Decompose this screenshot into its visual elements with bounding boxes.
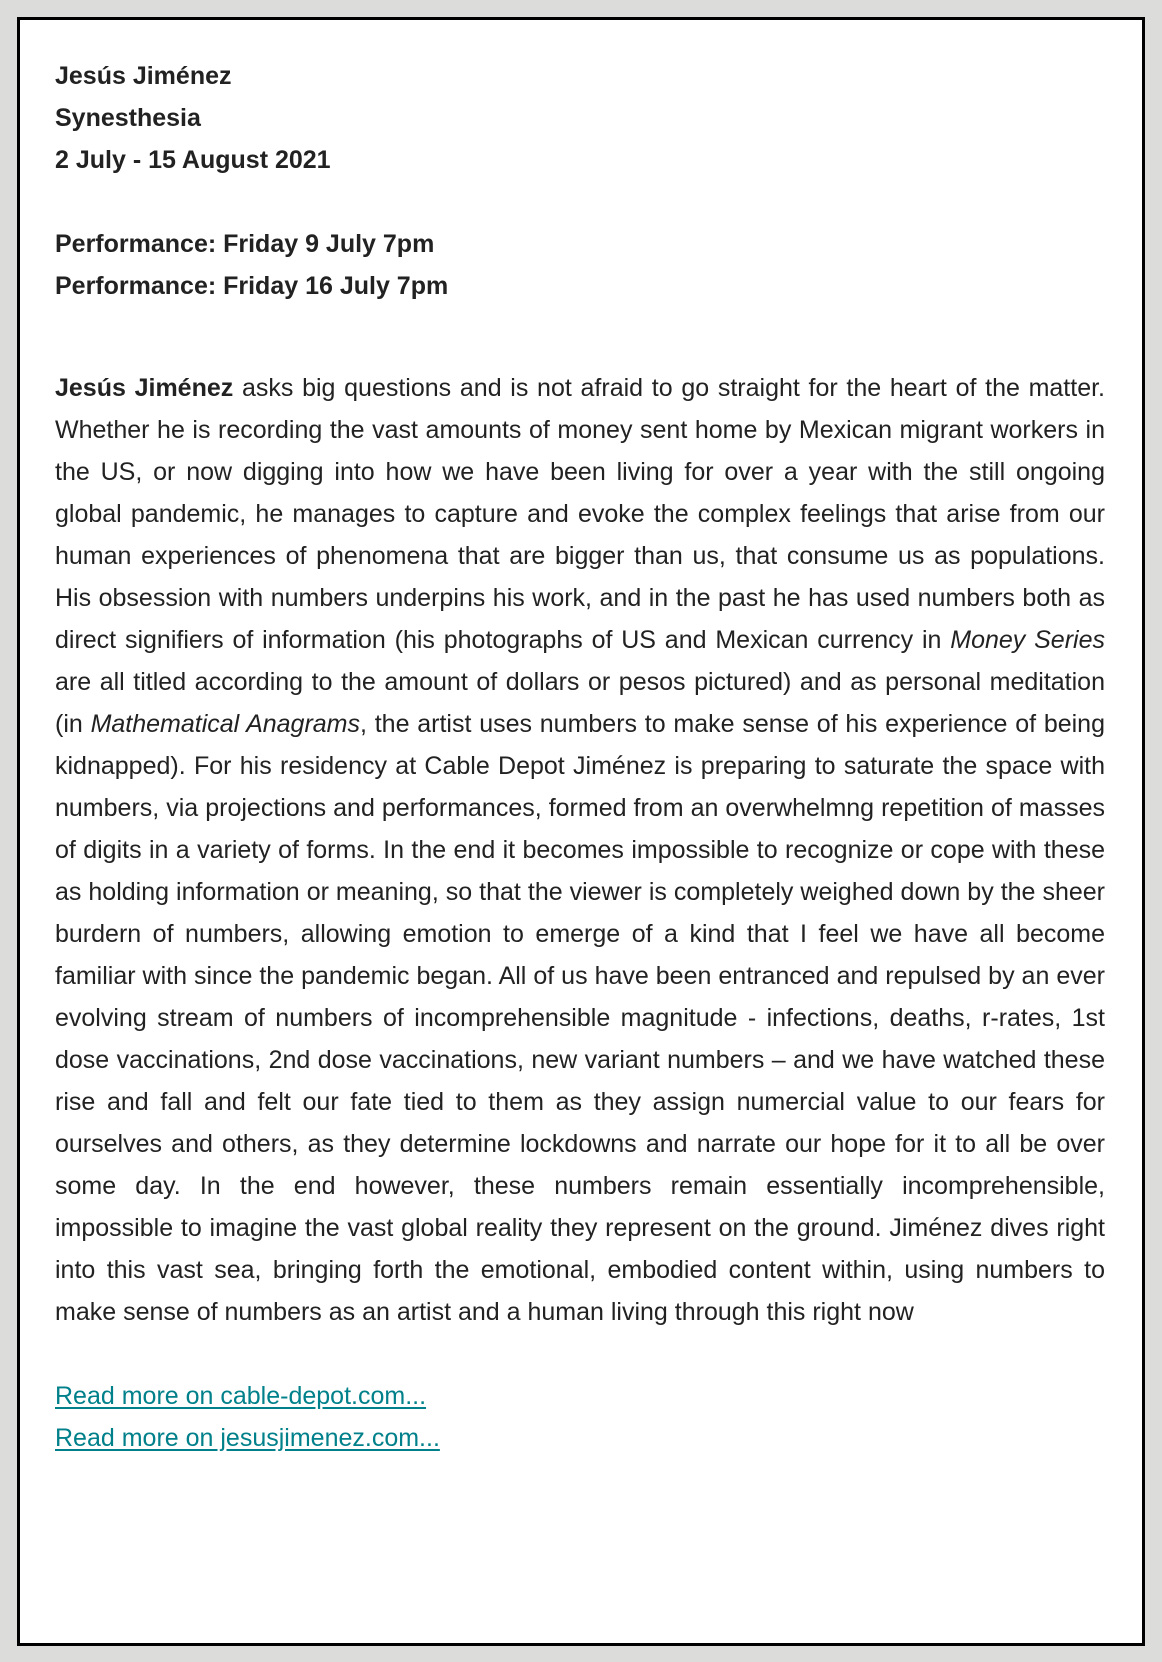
artist-name-heading: Jesús Jiménez	[55, 62, 232, 90]
description-text: are all titled according to the amount of dollars or pesos pictured) and as personal meditation (in	[55, 668, 1105, 738]
exhibition-header	[55, 55, 1105, 181]
work-title-mathematical-anagrams: Mathematical Anagrams	[90, 710, 361, 738]
performance-date: Performance: Friday 9 July 7pm	[55, 230, 435, 258]
performance-date: Performance: Friday 16 July 7pm	[55, 272, 449, 300]
description-text: asks big questions and is not afraid to go straight for the heart of the matter. Whether he is recording the vast amounts of money sent home by Mexican migrant workers in the US, or now digging into how we have been living for over a year with the still ongoing global pandemic, he manages to capture and evoke the complex feelings that arise from our human experiences of phenomena that are bigger than us, that consume us as populations. His obsession with numbers underpins his work, and in the past he has used numbers both as direct signifiers of information (his photographs of US and Mexican currency in	[55, 374, 1105, 654]
performance-list	[55, 223, 1105, 307]
exhibition-card	[17, 17, 1145, 1646]
read-more-cable-depot-link[interactable]: Read more on cable-depot.com...	[55, 1382, 427, 1410]
exhibition-title: Synesthesia	[55, 104, 201, 132]
read-more-links	[55, 1375, 1105, 1459]
description-text: , the artist uses numbers to make sense of his experience of being kidnapped). For his residency at Cable Depot Jiménez is preparing to saturate the space with numbers, via projections and performances, formed from an overwhelmng repetition of masses of digits in a variety of forms. In the end it becomes impossible to recognize or cope with these as holding information or meaning, so that the viewer is completely weighed down by the sheer burdern of numbers, allowing emotion to emerge of a kind that I feel we have all become familiar with since the pandemic began. All of us have been entranced and repulsed by an ever evolving stream of numbers of incomprehensible magnitude - infections, deaths, r-rates, 1st dose vaccinations, 2nd dose vaccinations, new variant numbers – and we have watched these rise and fall and felt our fate tied to them as they assign numercial value to our fears for ourselves and others, as they determine lockdowns and narrate our hope for it to all be over some day. In the end however, these numbers remain essentially incomprehensible, impossible to imagine the vast global reality they represent on the ground. Jiménez dives right into this vast sea, bringing forth the emotional, embodied content within, using numbers to make sense of numbers as an artist and a human living through this right now	[55, 710, 1105, 1326]
exhibition-dates: 2 July - 15 August 2021	[55, 146, 331, 174]
exhibition-description	[55, 367, 1105, 1333]
spacer	[55, 307, 1105, 367]
spacer	[55, 1333, 1105, 1375]
work-title-money-series: Money Series	[950, 626, 1105, 654]
description-artist-name: Jesús Jiménez	[55, 374, 234, 402]
read-more-jesusjimenez-link[interactable]: Read more on jesusjimenez.com...	[55, 1424, 440, 1452]
spacer	[55, 181, 1105, 223]
